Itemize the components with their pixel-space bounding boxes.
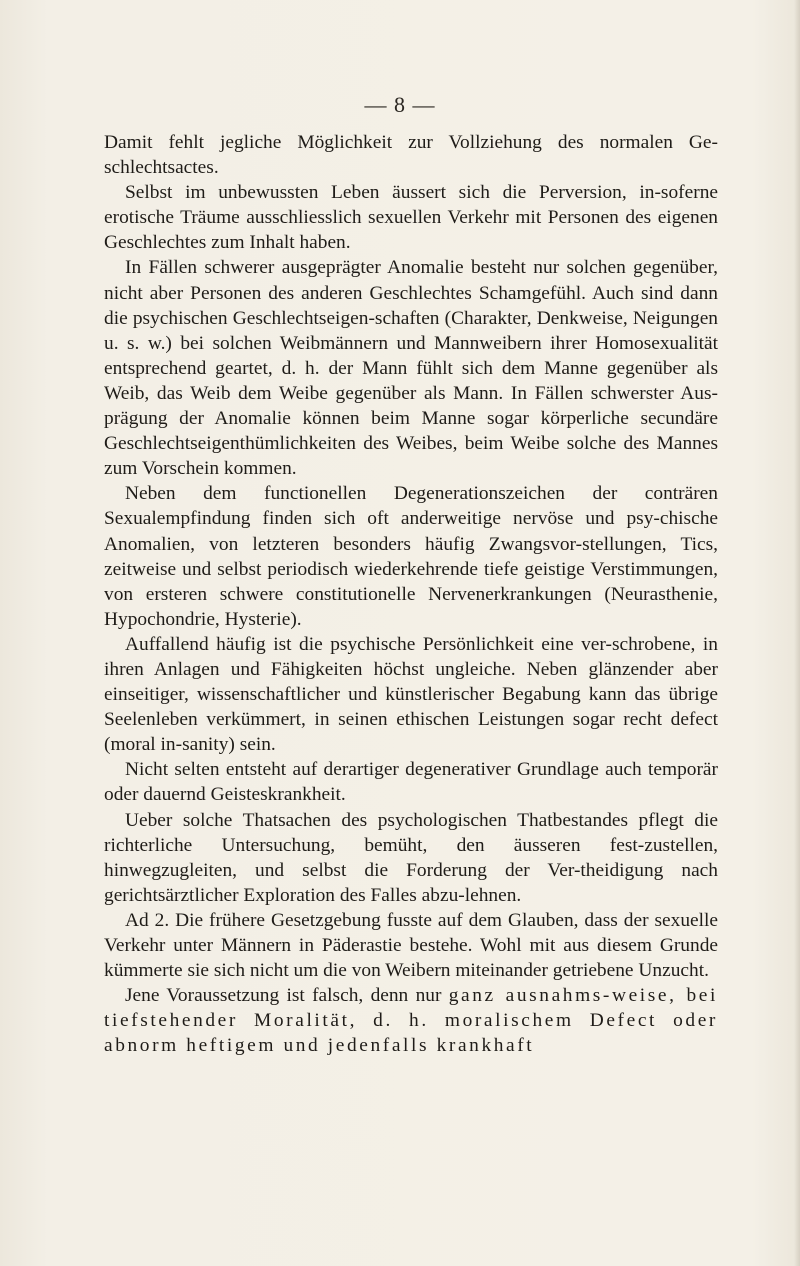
paragraph: Ad 2. Die frühere Gesetzgebung fusste auf dem Glauben, dass der sexuelle Verkehr unter Männern in Päderastie bestehe. Wohl mit aus diesem Grunde kümmerte sie sich nicht um die von Weibern miteinander getriebene Unzucht. bbox=[104, 909, 718, 982]
page-number: — 8 — bbox=[364, 92, 436, 117]
paragraph: Nicht selten entsteht auf derartiger degenerativer Grundlage auch temporär oder dauernd Geisteskrankheit. bbox=[104, 759, 718, 806]
paragraph-last-normal-text: Jene Voraussetzung ist falsch, denn nur bbox=[125, 985, 449, 1007]
page-edge-shadow bbox=[794, 0, 800, 1266]
paragraph-continuation: Damit fehlt jegliche Möglichkeit zur Vollziehung des normalen Ge-schlechtsactes. bbox=[104, 132, 718, 179]
paragraph: Auffallend häufig ist die psychische Persönlichkeit eine ver-schrobene, in ihren Anlagen und Fähigkeiten höchst ungleiche. Neben glänzender aber einseitiger, wissenschaftlicher und künstlerischer Begabung kann das übrige Seelenleben verkümmert, in seinen ethischen Leistungen sogar recht defect (moral in-sanity) sein. bbox=[104, 633, 718, 756]
paragraph-last bbox=[104, 983, 718, 1058]
body-text bbox=[104, 130, 718, 1058]
paragraph: Selbst im unbewussten Leben äussert sich die Perversion, in-soferne erotische Träume ausschliesslich sexuellen Verkehr mit Personen des eigenen Geschlechtes zum Inhalt haben. bbox=[104, 182, 718, 254]
paragraph: Neben dem functionellen Degenerationszeichen der conträren Sexualempfindung finden sich oft anderweitige nervöse und psy-chische Anomalien, von letzteren besonders häufig Zwangsvor-stellungen, Tics, zeitweise und selbst periodisch wiederkehrende tiefe geistige Verstimmungen, von ersteren schwere constitutionelle Nervenerkrankungen (Neurasthenie, Hypochondrie, Hysterie). bbox=[104, 483, 718, 630]
paragraph: Ueber solche Thatsachen des psychologischen Thatbestandes pflegt die richterliche Untersuchung, bemüht, den äusseren fest-zustellen, hinwegzugleiten, und selbst die Forderung der Ver-theidigung nach gerichtsärztlicher Exploration des Falles abzu-lehnen. bbox=[104, 809, 718, 906]
paragraph-last-spaced-text: ganz ausnahms-weise, bei tiefstehender Moralität, d. h. moralischem Defect oder abnorm heftigem und jedenfalls krankhaft bbox=[104, 985, 718, 1057]
paragraph: In Fällen schwerer ausgeprägter Anomalie besteht nur solchen gegenüber, nicht aber Personen des anderen Geschlechtes Schamgefühl. Auch sind dann die psychischen Geschlechtseigen-schaften (Charakter, Denkweise, Neigungen u. s. w.) bei solchen Weibmännern und Mannweibern ihrer Homosexualität entsprechend geartet, d. h. der Mann fühlt sich dem Manne gegenüber als Weib, das Weib dem Weibe gegenüber als Mann. In Fällen schwerster Aus-prägung der Anomalie können beim Manne sogar körperliche secundäre Geschlechtseigenthümlichkeiten des Weibes, beim Weibe solche des Mannes zum Vorschein kommen. bbox=[104, 257, 718, 480]
